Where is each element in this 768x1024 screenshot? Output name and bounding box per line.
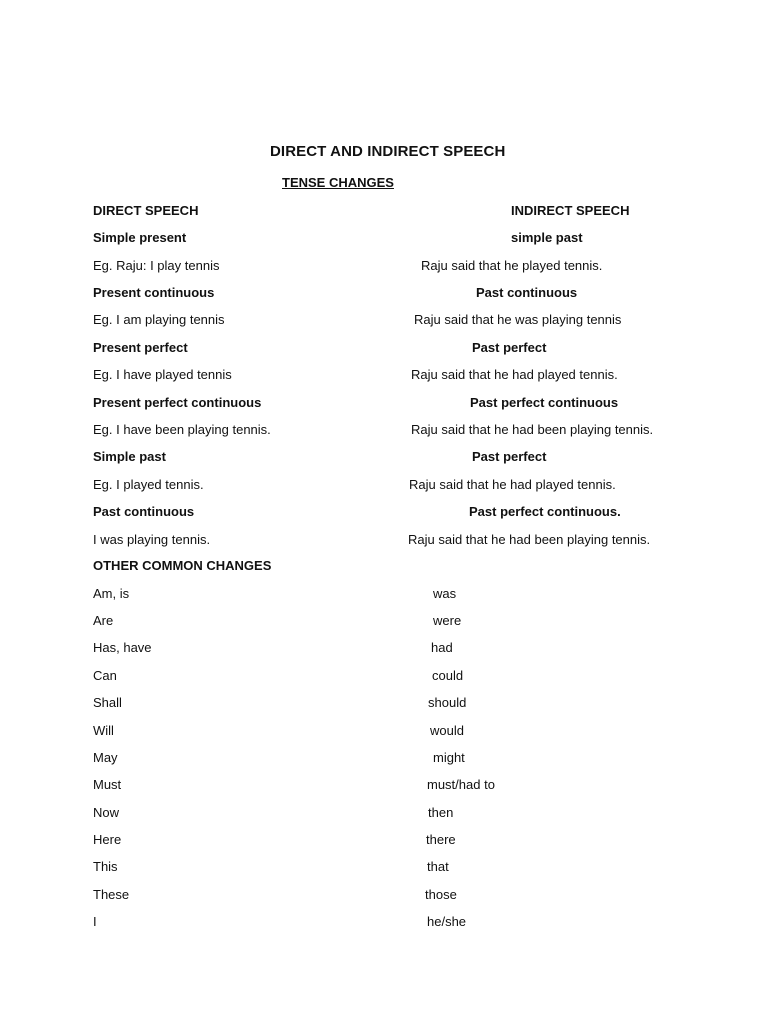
indirect-example: Raju said that he played tennis. bbox=[421, 258, 603, 273]
change-row bbox=[0, 584, 768, 604]
indirect-word: must/had to bbox=[427, 777, 495, 792]
direct-tense: Present perfect continuous bbox=[93, 395, 262, 410]
indirect-speech-header: INDIRECT SPEECH bbox=[511, 203, 630, 218]
direct-tense: Present perfect bbox=[93, 340, 188, 355]
tense-row bbox=[0, 338, 768, 358]
change-row bbox=[0, 666, 768, 686]
direct-tense: Simple past bbox=[93, 449, 166, 464]
change-row bbox=[0, 611, 768, 631]
indirect-tense: Past perfect continuous. bbox=[469, 504, 621, 519]
indirect-word: would bbox=[430, 723, 464, 738]
example-row bbox=[0, 310, 768, 330]
indirect-example: Raju said that he had played tennis. bbox=[411, 367, 618, 382]
indirect-word: that bbox=[427, 859, 449, 874]
change-row bbox=[0, 638, 768, 658]
direct-tense: Simple present bbox=[93, 230, 187, 245]
direct-tense: Present continuous bbox=[93, 285, 215, 300]
indirect-word: those bbox=[425, 887, 457, 902]
direct-word: May bbox=[93, 750, 118, 765]
change-row bbox=[0, 885, 768, 905]
change-row bbox=[0, 775, 768, 795]
change-row bbox=[0, 857, 768, 877]
indirect-example: Raju said that he had been playing tennis. bbox=[411, 422, 654, 437]
section-subtitle: TENSE CHANGES bbox=[282, 175, 394, 190]
indirect-word: were bbox=[433, 613, 462, 628]
direct-word: This bbox=[93, 859, 118, 874]
change-row bbox=[0, 693, 768, 713]
direct-tense: Past continuous bbox=[93, 504, 195, 519]
direct-word: Can bbox=[93, 668, 117, 683]
direct-example: Eg. I am playing tennis bbox=[93, 312, 225, 327]
direct-word: Shall bbox=[93, 695, 122, 710]
indirect-tense: Past perfect bbox=[472, 449, 547, 464]
direct-word: Are bbox=[93, 613, 114, 628]
indirect-tense: simple past bbox=[511, 230, 583, 245]
direct-word: Now bbox=[93, 805, 120, 820]
example-row bbox=[0, 420, 768, 440]
indirect-word: had bbox=[431, 640, 453, 655]
indirect-tense: Past perfect bbox=[472, 340, 547, 355]
tense-row bbox=[0, 283, 768, 303]
indirect-word: might bbox=[433, 750, 465, 765]
column-header-row bbox=[0, 201, 768, 221]
direct-example: I was playing tennis. bbox=[93, 532, 211, 547]
tense-row bbox=[0, 447, 768, 467]
tense-row bbox=[0, 502, 768, 522]
page-title: DIRECT AND INDIRECT SPEECH bbox=[270, 143, 506, 160]
indirect-example: Raju said that he was playing tennis bbox=[414, 312, 622, 327]
example-row bbox=[0, 365, 768, 385]
indirect-example: Raju said that he had played tennis. bbox=[409, 477, 616, 492]
change-row bbox=[0, 721, 768, 741]
direct-word: Will bbox=[93, 723, 114, 738]
tense-row bbox=[0, 393, 768, 413]
indirect-word: he/she bbox=[427, 914, 467, 929]
direct-word: Must bbox=[93, 777, 122, 792]
tense-row bbox=[0, 228, 768, 248]
indirect-word: could bbox=[432, 668, 464, 683]
direct-word: I bbox=[93, 914, 97, 929]
indirect-word: then bbox=[428, 805, 454, 820]
change-row bbox=[0, 912, 768, 932]
direct-word: Has, have bbox=[93, 640, 152, 655]
change-row bbox=[0, 803, 768, 823]
indirect-word: there bbox=[426, 832, 456, 847]
example-row bbox=[0, 475, 768, 495]
change-row bbox=[0, 748, 768, 768]
indirect-word: was bbox=[433, 586, 457, 601]
indirect-tense: Past continuous bbox=[476, 285, 578, 300]
direct-example: Eg. I played tennis. bbox=[93, 477, 204, 492]
indirect-word: should bbox=[428, 695, 467, 710]
direct-word: Here bbox=[93, 832, 122, 847]
direct-word: These bbox=[93, 887, 130, 902]
example-row bbox=[0, 530, 768, 550]
example-row bbox=[0, 256, 768, 276]
indirect-example: Raju said that he had been playing tennis. bbox=[408, 532, 651, 547]
other-changes-heading-row bbox=[0, 556, 768, 576]
direct-speech-header: DIRECT SPEECH bbox=[93, 203, 199, 218]
other-changes-heading: OTHER COMMON CHANGES bbox=[93, 558, 272, 573]
indirect-tense: Past perfect continuous bbox=[470, 395, 619, 410]
direct-example: Eg. I have played tennis bbox=[93, 367, 232, 382]
direct-example: Eg. I have been playing tennis. bbox=[93, 422, 271, 437]
direct-example: Eg. Raju: I play tennis bbox=[93, 258, 220, 273]
direct-word: Am, is bbox=[93, 586, 130, 601]
change-row bbox=[0, 830, 768, 850]
